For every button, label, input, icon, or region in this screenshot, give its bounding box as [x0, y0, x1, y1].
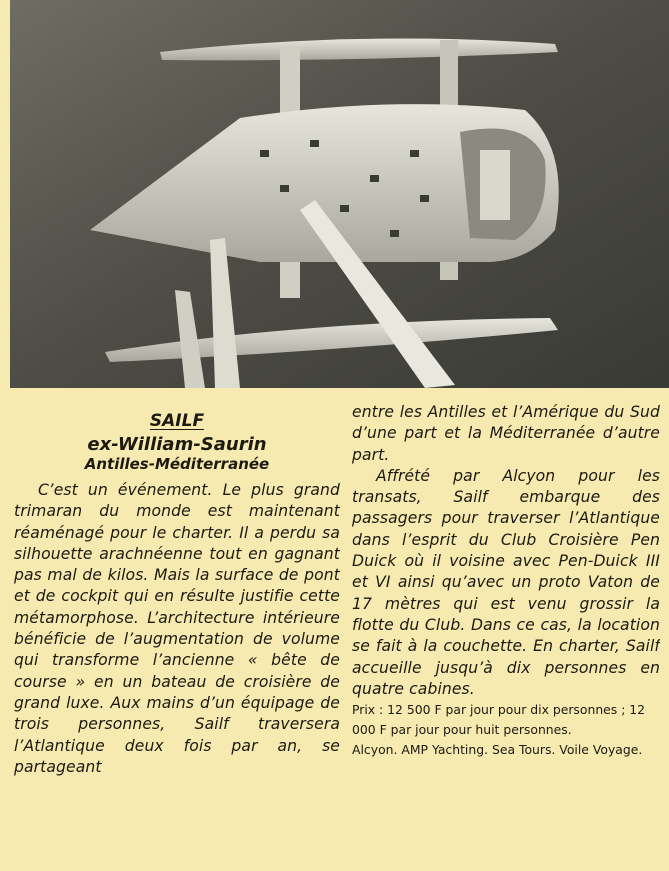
- article-paragraph-right: Affrété par Alcyon pour les transats, Sailf embarque des passagers pour traverser l’Atlantique dans l’esprit du Club Croisière Pen Duick où il voisine avec Pen-Duick III et VI ainsi qu’avec un proto Vaton de 17 mètres qui est venu grossir la flotte du Club. Dans ce cas, la location se fait à la couchette. En charter, Sailf accueille jusqu’à dix personnes en quatre cabines.: [352, 466, 660, 698]
- article-contacts: Alcyon. AMP Yachting. Sea Tours. Voile Voyage.: [352, 742, 643, 758]
- article-right-column: [352, 402, 660, 871]
- article-price: Prix : 12 500 F par jour pour dix personnes ; 12 000 F par jour pour huit personnes.: [352, 702, 646, 738]
- trimaran-photo: [10, 0, 669, 388]
- trimaran-photo-illustration: [10, 0, 669, 388]
- article-title: SAILF: [149, 411, 205, 431]
- article-left-column: [14, 410, 340, 871]
- article-paragraph-continued: entre les Antilles et l’Amérique du Sud d’une part et la Méditerranée d’autre part.: [352, 403, 660, 464]
- article-route: Antilles-Méditerranée: [84, 455, 270, 473]
- article-paragraph-left: C’est un événement. Le plus grand trimaran du monde est maintenant réaménagé pour le charter. Il a perdu sa silhouette arachnéenne tout en gagnant pas mal de kilos. Mais la surface de pont et de cockpit qui en résulte justifie cette métamorphose. L’architecture intérieure bénéficie de l’augmentation de volume qui transforme l’ancienne « bête de course » en un bateau de croisière de grand luxe. Aux mains d’un équipage de trois personnes, Sailf traversera l’Atlantique deux fois par an, se partageant: [14, 481, 340, 776]
- article-subtitle: ex-William-Saurin: [87, 434, 267, 455]
